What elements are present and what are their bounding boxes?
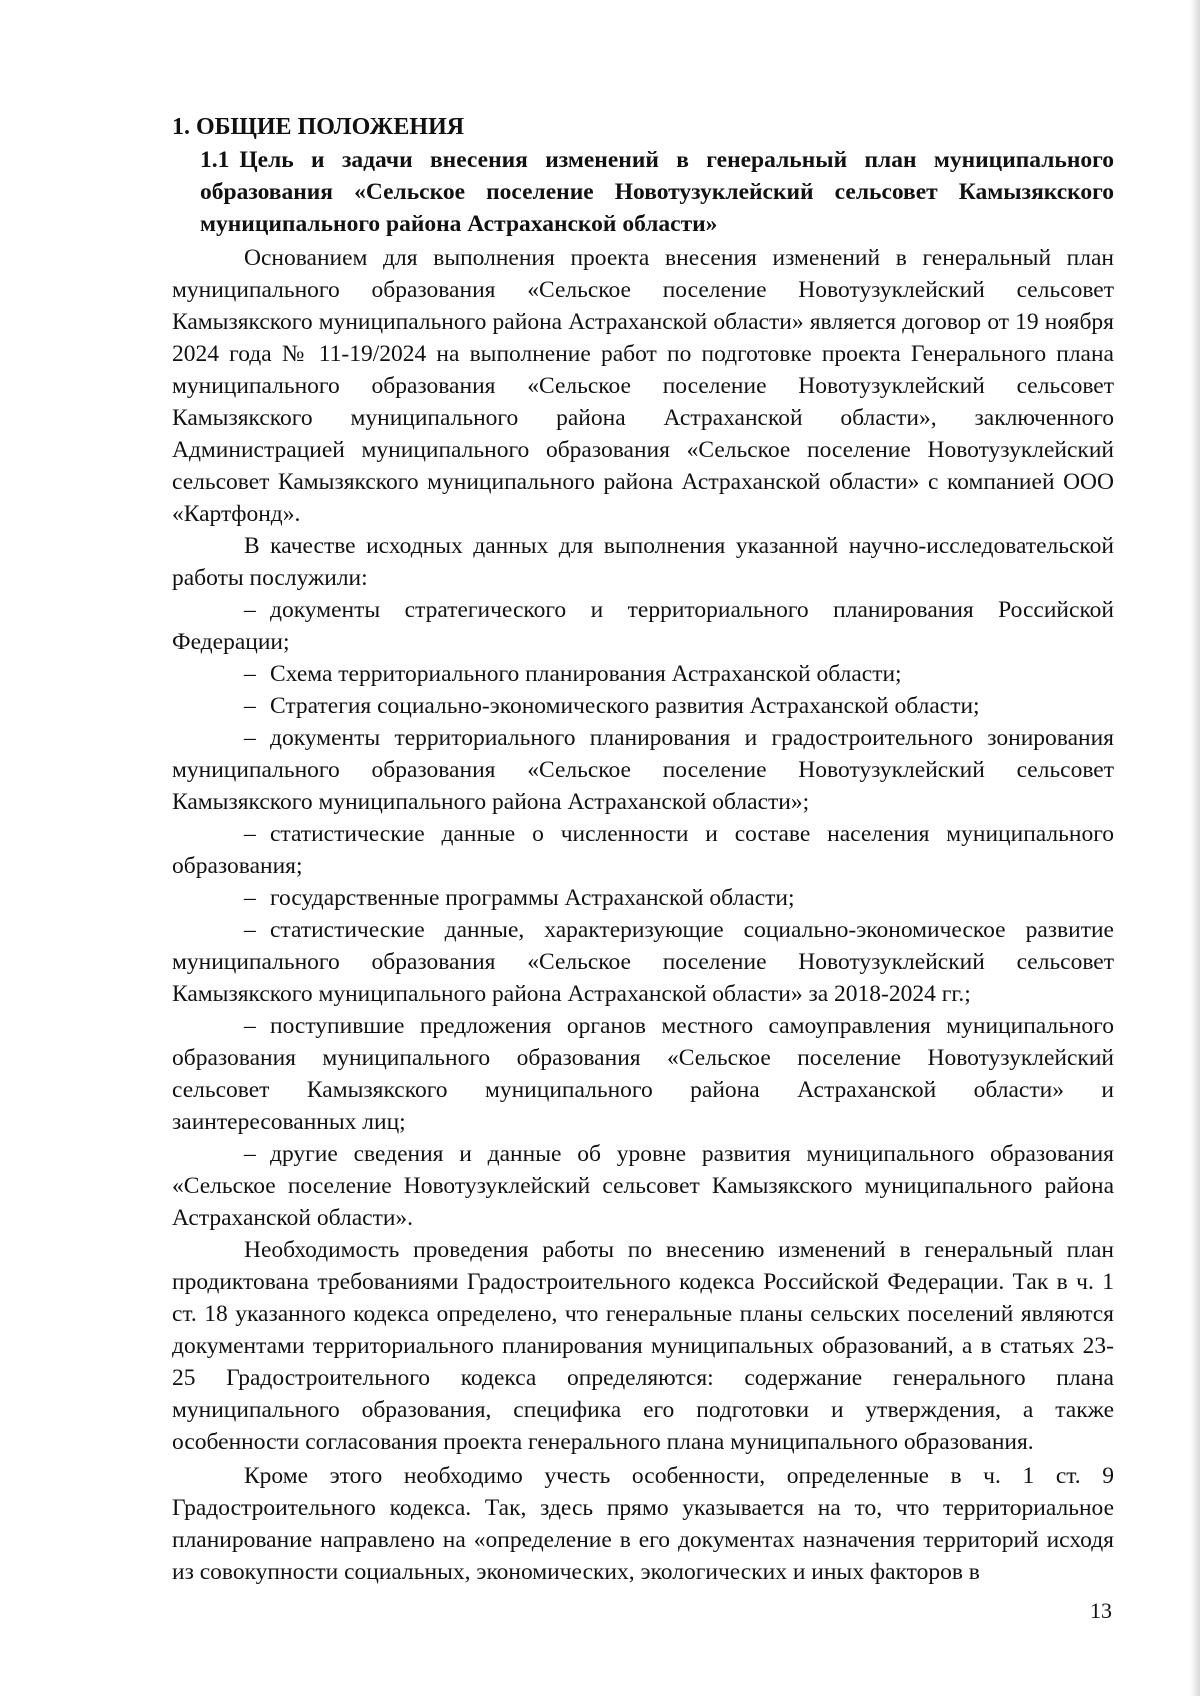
paragraph-basis: Основанием для выполнения проекта внесения изменений в генеральный план муниципального образования «Сельское поселение Новотузуклейский сельсовет Камызякского муниципального района Астраханской области» является договор от 19 ноября 2024 года № 11-19/2024 на выполнение работ по подготовке проекта Генерального плана муниципального образования «Сельское поселение Новотузуклейский сельсовет Камызякского муниципального района Астраханской области», заключенного Администрацией муниципального образования «Сельское поселение Новотузуклейский сельсовет Камызякского муниципального района Астраханской области» с компанией ООО «Картфонд». (172, 245, 1114, 527)
paragraph-source-data: В качестве исходных данных для выполнения указанной научно-исследовательской работы послужили: (172, 533, 1114, 591)
list-item (172, 594, 1114, 658)
list-dash: – (244, 1141, 256, 1167)
list-item (172, 690, 1114, 722)
list-item-text: статистические данные о численности и составе населения муниципального образования; (172, 821, 1114, 879)
list-item (172, 1138, 1114, 1234)
list-item-text: документы стратегического и территориального планирования Российской Федерации; (172, 597, 1114, 655)
list-dash: – (244, 1013, 256, 1039)
list-item-text: другие сведения и данные об уровне развития муниципального образования «Сельское поселение Новотузуклейский сельсовет Камызякского муниципального района Астраханской области». (172, 1141, 1114, 1231)
list-dash: – (244, 885, 256, 911)
page-number: 13 (1090, 1598, 1112, 1623)
list-item (172, 914, 1114, 1010)
list-dash: – (244, 693, 256, 719)
section-number: 1. (172, 114, 190, 140)
list-item-text: документы территориального планирования и градостроительного зонирования муниципального образования «Сельское поселение Новотузуклейский сельсовет Камызякского муниципального района Астраханской области»; (172, 725, 1114, 815)
list-item (172, 722, 1114, 818)
list-item (172, 658, 1114, 690)
section-heading (172, 112, 1114, 142)
section-title: ОБЩИЕ ПОЛОЖЕНИЯ (196, 114, 465, 140)
list-item (172, 882, 1114, 914)
list-dash: – (244, 661, 256, 687)
list-dash: – (244, 725, 256, 751)
list-item-text: Стратегия социально-экономического развития Астраханской области; (270, 693, 980, 719)
list-item-text: Схема территориального планирования Астраханской области; (270, 661, 902, 687)
list-item-text: государственные программы Астраханской области; (270, 885, 795, 911)
list-item-text: статистические данные, характеризующие социально-экономическое развитие муниципального образования «Сельское поселение Новотузуклейский сельсовет Камызякского муниципального района Астраханской области» за 2018-2024 гг.; (172, 917, 1114, 1007)
list-dash: – (244, 597, 256, 623)
paragraph-necessity: Необходимость проведения работы по внесению изменений в генеральный план продиктована требованиями Градостроительного кодекса Российской Федерации. Так в ч. 1 ст. 18 указанного кодекса определено, что генеральные планы сельских поселений являются документами территориального планирования муниципальных образований, а в статьях 23-25 Градостроительного кодекса определяются: содержание генерального плана муниципального образования, специфика его подготовки и утверждения, а также особенности согласования проекта генерального плана муниципального образования. (172, 1237, 1114, 1455)
document-page (172, 112, 1114, 1588)
source-data-list (172, 594, 1114, 1234)
list-dash: – (244, 821, 256, 847)
subsection-heading (200, 144, 1114, 240)
list-item (172, 818, 1114, 882)
list-item-text: поступившие предложения органов местного самоуправления муниципального образования муниципального образования «Сельское поселение Новотузуклейский сельсовет Камызякского муниципального района Астраханской области» и заинтересованных лиц; (172, 1013, 1114, 1135)
list-item (172, 1010, 1114, 1138)
scan-edge-shadow (1190, 0, 1200, 1696)
subsection-title: Цель и задачи внесения изменений в генеральный план муниципального образования «Сельское поселение Новотузуклейский сельсовет Камызякского муниципального района Астраханской области» (200, 147, 1114, 237)
list-dash: – (244, 917, 256, 943)
subsection-number: 1.1 (200, 147, 230, 173)
paragraph-features: Кроме этого необходимо учесть особенности, определенные в ч. 1 ст. 9 Градостроительного кодекса. Так, здесь прямо указывается на то, что территориальное планирование направлено на «определение в его документах назначения территорий исходя из совокупности социальных, экономических, экологических и иных факторов в (172, 1463, 1114, 1585)
